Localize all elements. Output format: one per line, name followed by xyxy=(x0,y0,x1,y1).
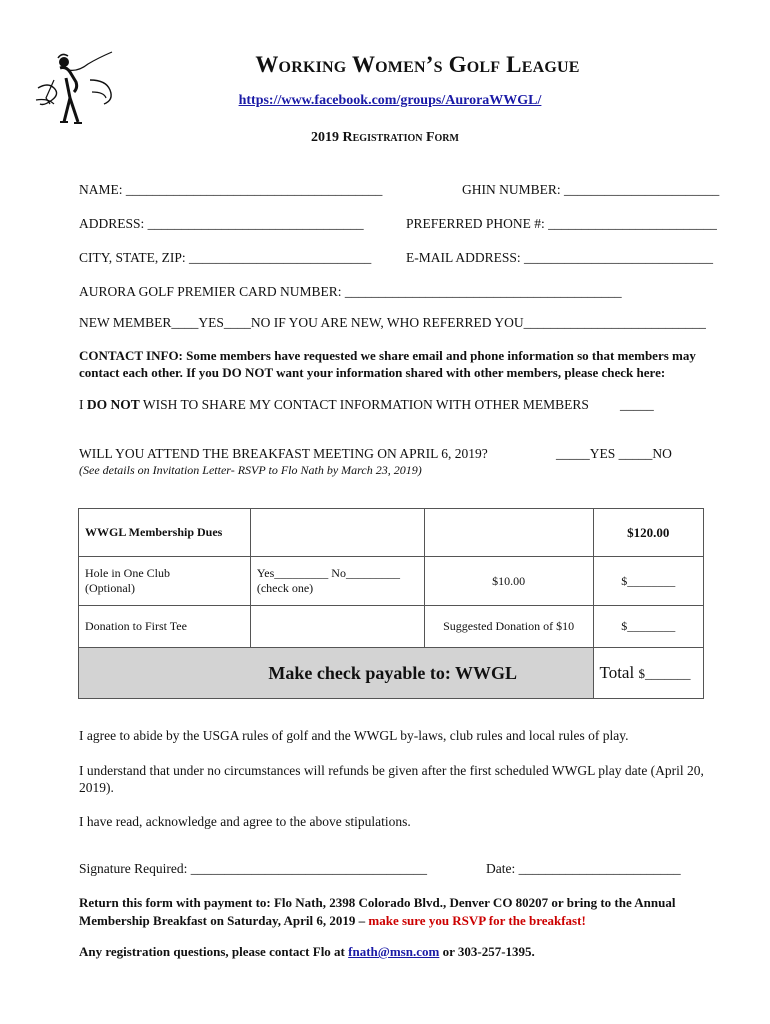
acknowledge-statement: I have read, acknowledge and agree to the above stipulations. xyxy=(79,814,411,829)
questions-suffix: or 303-257-1395. xyxy=(439,944,535,959)
preferred-phone-field[interactable]: PREFERRED PHONE #: _________________________ xyxy=(406,216,717,231)
page-title: Working Women’s Golf League xyxy=(255,52,580,77)
opt-out-checkbox-blank[interactable]: _____ xyxy=(620,397,654,412)
contact-info-notice: CONTACT INFO: Some members have requested we share email and phone information so that members may contact each other. If you DO NOT want your information shared with other members, please check here: xyxy=(79,348,696,380)
table-row xyxy=(79,606,704,648)
breakfast-rsvp-options[interactable]: _____YES _____NO xyxy=(556,446,672,461)
dues-table xyxy=(78,508,704,699)
address-field[interactable]: ADDRESS: ________________________________ xyxy=(79,216,364,231)
facebook-group-link[interactable]: https://www.facebook.com/groups/AuroraWWGL/ xyxy=(238,93,542,108)
premier-card-field[interactable]: AURORA GOLF PREMIER CARD NUMBER: _________________________________________ xyxy=(79,284,622,299)
opt-out-emphasis: DO NOT xyxy=(86,397,140,412)
hole-in-one-yes-no[interactable]: Yes_________ No_________ xyxy=(256,566,400,580)
empty-cell xyxy=(250,509,424,557)
hole-in-one-check-one: (check one) xyxy=(256,581,314,595)
opt-out-prefix: I xyxy=(79,397,87,412)
first-tee-amount[interactable]: $________ xyxy=(593,606,704,648)
first-tee-label: Donation to First Tee xyxy=(79,606,251,648)
opt-out-text: WISH TO SHARE MY CONTACT INFORMATION WITH OTHER MEMBERS xyxy=(139,397,589,412)
questions-line xyxy=(79,944,535,960)
table-row xyxy=(79,509,704,557)
rsvp-reminder: make sure you RSVP for the breakfast! xyxy=(368,913,586,928)
first-tee-suggested: Suggested Donation of $10 xyxy=(424,606,593,648)
usga-agreement: I agree to abide by the USGA rules of golf and the WWGL by-laws, club rules and local rules of play. xyxy=(79,728,629,743)
empty-cell xyxy=(250,606,424,648)
city-state-zip-field[interactable]: CITY, STATE, ZIP: ___________________________ xyxy=(79,250,372,265)
hole-in-one-choice[interactable] xyxy=(250,557,424,606)
breakfast-note: (See details on Invitation Letter- RSVP to Flo Nath by March 23, 2019) xyxy=(79,463,422,477)
date-field[interactable]: Date: ________________________ xyxy=(486,861,681,876)
table-row xyxy=(79,557,704,606)
empty-cell xyxy=(424,509,593,557)
hole-in-one-amount[interactable]: $________ xyxy=(593,557,704,606)
form-subtitle: 2019 Registration Form xyxy=(311,130,459,145)
membership-dues-amount: $120.00 xyxy=(593,509,704,557)
return-instructions xyxy=(79,894,729,930)
total-blank[interactable]: $_______ xyxy=(638,666,691,681)
hole-in-one-label xyxy=(79,557,251,606)
ghin-number-field[interactable]: GHIN NUMBER: _______________________ xyxy=(462,182,720,197)
return-text: Return this form with payment to: Flo Nath, 2398 Colorado Blvd., Denver CO 80207 or bring to the Annual Membership Breakfast on Saturday, April 6, 2019 – xyxy=(79,895,676,928)
total-label: Total xyxy=(599,663,635,682)
email-address-field[interactable]: E-MAIL ADDRESS: ____________________________ xyxy=(406,250,714,265)
hole-in-one-price: $10.00 xyxy=(424,557,593,606)
membership-dues-label: WWGL Membership Dues xyxy=(79,509,251,557)
contact-opt-out-line xyxy=(79,397,589,413)
signature-field[interactable]: Signature Required: ___________________________________ xyxy=(79,861,427,876)
hole-in-one-optional: (Optional) xyxy=(85,581,135,595)
questions-prefix: Any registration questions, please contact Flo at xyxy=(79,944,349,959)
contact-email-link[interactable]: fnath@msn.com xyxy=(348,944,440,959)
refund-policy: I understand that under no circumstances will refunds be given after the first scheduled WWGL play date (April 20, 2019). xyxy=(79,763,704,795)
name-field[interactable]: NAME: ______________________________________ xyxy=(79,182,383,197)
check-payable-to: Make check payable to: WWGL xyxy=(79,648,594,699)
new-member-field[interactable]: NEW MEMBER____YES____NO IF YOU ARE NEW, WHO REFERRED YOU___________________________ xyxy=(79,315,706,330)
hole-in-one-title: Hole in One Club xyxy=(85,566,170,580)
total-cell[interactable] xyxy=(593,648,704,699)
table-row xyxy=(79,648,704,699)
breakfast-question: WILL YOU ATTEND THE BREAKFAST MEETING ON APRIL 6, 2019? xyxy=(79,446,488,461)
